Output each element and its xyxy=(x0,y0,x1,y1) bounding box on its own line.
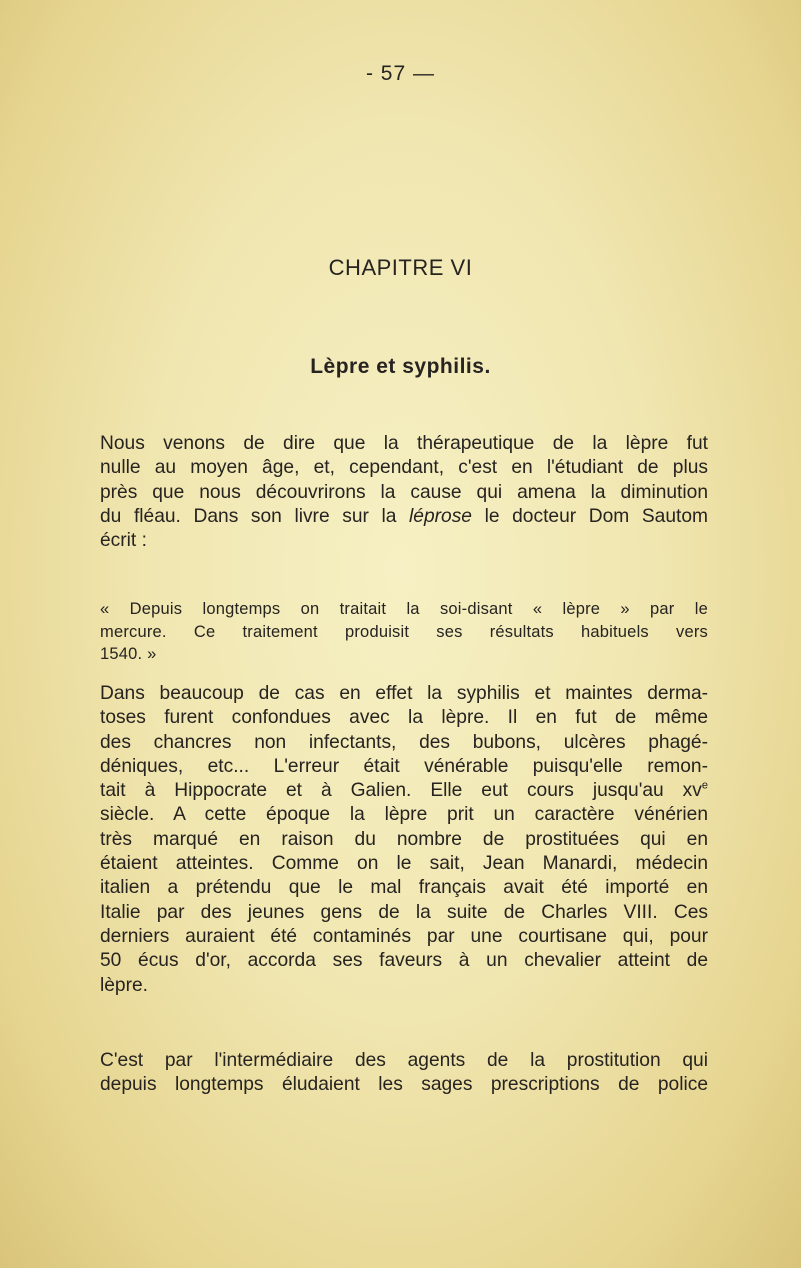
paragraph-2 xyxy=(100,682,708,998)
text-line: lèpre. xyxy=(100,974,148,996)
paragraph-1 xyxy=(100,432,708,553)
text-line-mixed xyxy=(100,505,708,529)
text-line: nulle au moyen âge, et, cependant, c'est en l'étudiant de plus xyxy=(100,457,708,479)
text-line: depuis longtemps éludaient les sages prescriptions de police xyxy=(100,1074,708,1096)
century-superscript: e xyxy=(701,779,708,792)
text-line: derniers auraient été contaminés par une courtisane qui, pour xyxy=(100,925,708,947)
text-line: 50 écus d'or, accorda ses faveurs à un chevalier atteint de xyxy=(100,950,708,972)
page-number: - 57 — xyxy=(365,62,436,85)
text-segment: le docteur Dom Sautom xyxy=(484,505,708,527)
section-title: Lèpre et syphilis. xyxy=(310,355,491,378)
text-line: écrit : xyxy=(100,530,147,552)
text-line: étaient atteintes. Comme on le sait, Jean Manardi, médecin xyxy=(100,853,708,875)
quote-line: 1540. » xyxy=(100,645,157,663)
quote-paragraph xyxy=(100,598,708,666)
text-line-mixed xyxy=(100,779,708,803)
text-line: Dans beaucoup de cas en effet la syphilis et maintes derma- xyxy=(100,683,708,704)
text-line: italien a prétendu que le mal français avait été importé en xyxy=(100,877,708,899)
book-title-emphasis: léprose xyxy=(409,505,472,527)
text-line: toses furent confondues avec la lèpre. Il en fut de même xyxy=(100,707,708,729)
text-line: Nous venons de dire que la thérapeutique de la lèpre fut xyxy=(100,433,708,454)
text-line: près que nous découvrirons la cause qui amena la diminution xyxy=(100,481,708,503)
text-line: C'est par l'intermédiaire des agents de la prostitution qui xyxy=(100,1050,708,1071)
chapter-title: CHAPITRE VI xyxy=(328,255,473,280)
quote-line: mercure. Ce traitement produisit ses résultats habituels vers xyxy=(100,622,708,641)
text-line: très marqué en raison du nombre de prostituées qui en xyxy=(100,828,708,850)
text-line: des chancres non infectants, des bubons, ulcères phagé- xyxy=(100,731,708,753)
paragraph-3 xyxy=(100,1049,708,1098)
text-line: siècle. A cette époque la lèpre prit un caractère vénérien xyxy=(100,804,708,826)
text-segment: du fléau. Dans son livre sur la xyxy=(100,505,397,527)
text-line: déniques, etc... L'erreur était vénérable puisqu'elle remon- xyxy=(100,755,708,777)
quote-line: « Depuis longtemps on traitait la soi-disant « lèpre » par le xyxy=(100,600,708,618)
text-segment: tait à Hippocrate et à Galien. Elle eut cours jusqu'au xv xyxy=(100,780,702,802)
text-line: Italie par des jeunes gens de la suite de Charles VIII. Ces xyxy=(100,901,708,923)
